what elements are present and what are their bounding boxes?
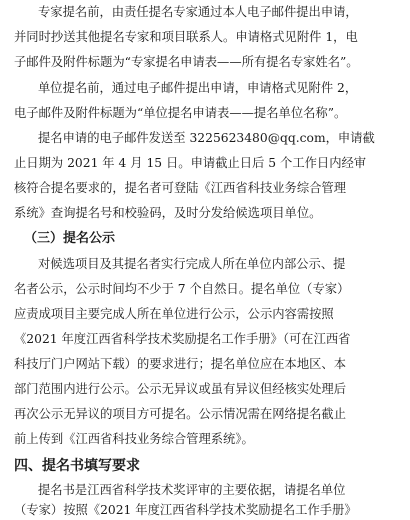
text-line: 并同时抄送其他提名专家和项目联系人。申请格式见附件 1，电	[14, 30, 358, 44]
text-line: 电子邮件及附件标题为“单位提名申请表——提名单位名称”。	[14, 106, 347, 120]
text-line: 提名申请的电子邮件发送至 3225623480@qq.com，申请截	[38, 131, 375, 145]
section-heading-form-requirements: 四、提名书填写要求	[14, 458, 140, 474]
text-line: 部门范围内进行公示。公示无异议或虽有异议但经核实处理后	[14, 382, 347, 396]
text-line: 对候选项目及其提名者实行完成人所在单位内部公示、提	[38, 257, 346, 271]
text-line: 前上传到《江西省科技业务综合管理系统》。	[14, 432, 254, 446]
text-line: 单位提名前，通过电子邮件提出申请，申请格式见附件 2，	[38, 81, 358, 95]
text-line: 再次公示无异议的项目方可提名。公示情况需在网络提名截止	[14, 407, 347, 421]
text-line: 专家提名前，由责任提名专家通过本人电子邮件提出申请，	[38, 5, 358, 19]
text-line: 《2021 年度江西省科学技术奖励提名工作手册》（可在江西省	[14, 332, 351, 346]
text-line: 名者公示，公示时间均不少于 7 个自然日。提名单位（专家）	[14, 282, 350, 296]
text-line: 系统》查询提名号和校验码，及时分发给候选项目单位。	[14, 206, 322, 220]
text-line: 子邮件及附件标题为“专家提名申请表——所有提名专家姓名”。	[14, 55, 359, 69]
text-line: 应责成项目主要完成人所在单位进行公示，公示内容需按照	[14, 307, 334, 321]
text-line: （专家）按照《2021 年度江西省科学技术奖励提名工作手册》	[14, 503, 357, 517]
section-heading-publicity: （三）提名公示	[24, 231, 116, 246]
text-line: 科技厅门户网站下载）的要求进行；提名单位应在本地区、本	[14, 357, 347, 371]
text-line: 核符合提名要求的，提名者可登陆《江西省科技业务综合管理	[14, 181, 347, 195]
text-line: 提名书是江西省科学技术奖评审的主要依据，请提名单位	[38, 483, 346, 497]
text-line: 止日期为 2021 年 4 月 15 日。申请截止日后 5 个工作日内经审	[14, 156, 367, 170]
